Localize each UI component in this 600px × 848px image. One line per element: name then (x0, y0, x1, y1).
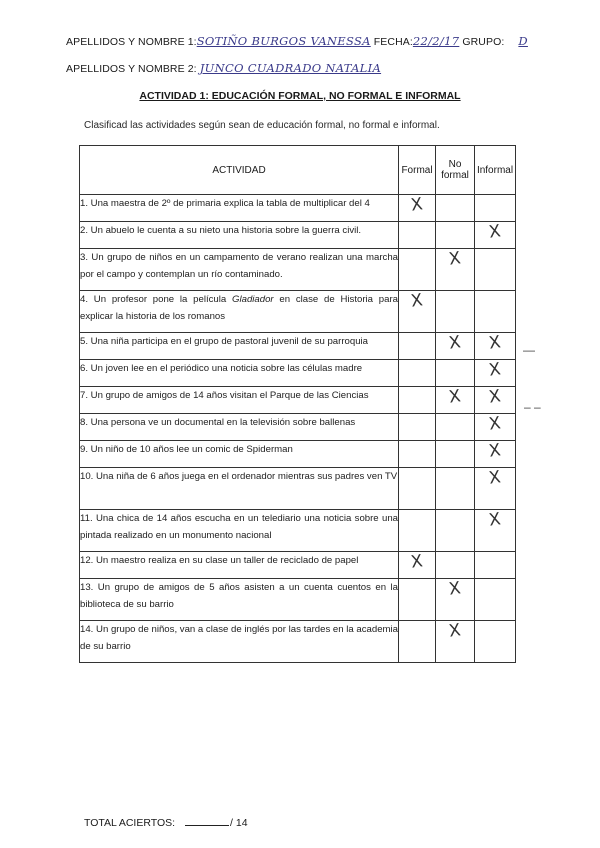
checkbox-formal[interactable] (399, 387, 436, 414)
cross-mark-icon: X (409, 194, 425, 216)
checkbox-formal[interactable] (399, 468, 436, 510)
name2-label: APELLIDOS Y NOMBRE 2: (66, 63, 197, 75)
fecha-value: 22/2/17 (412, 34, 460, 48)
checkbox-informal[interactable] (475, 195, 516, 222)
table-row (80, 333, 516, 360)
cross-mark-icon: X (447, 620, 463, 642)
checkbox-informal[interactable] (475, 621, 516, 663)
checkbox-informal[interactable] (475, 333, 516, 360)
grupo-label: GRUPO: (462, 36, 505, 48)
checkbox-formal[interactable] (399, 552, 436, 579)
checkbox-informal[interactable] (475, 387, 516, 414)
cross-mark-icon: X (487, 467, 503, 489)
activity-text: 13. Un grupo de amigos de 5 años asisten a un cuenta cuentos en la biblioteca de su barrio (80, 579, 399, 621)
checkbox-informal[interactable] (475, 222, 516, 249)
table-row (80, 195, 516, 222)
cross-mark-icon: X (487, 359, 503, 381)
activity-text: 11. Una chica de 14 años escucha en un telediario una noticia sobre una pintada realizado en un monumento nacional (80, 510, 399, 552)
activity-text: 5. Una niña participa en el grupo de pastoral juvenil de su parroquia (80, 333, 399, 360)
activity-text: 14. Un grupo de niños, van a clase de inglés por las tardes en la academia de su barrio (80, 621, 399, 663)
header-activity: ACTIVIDAD (80, 146, 399, 195)
activity-text: 9. Un niño de 10 años lee un comic de Spiderman (80, 441, 399, 468)
checkbox-formal[interactable] (399, 360, 436, 387)
name1-label: APELLIDOS Y NOMBRE 1: (66, 36, 197, 48)
checkbox-formal[interactable] (399, 195, 436, 222)
side-mark-row5: — (523, 343, 535, 357)
cross-mark-icon: X (487, 221, 503, 243)
grupo-value: D (518, 34, 528, 48)
header-no-formal: No formal (436, 146, 475, 195)
activity-text: 7. Un grupo de amigos de 14 años visitan el Parque de las Ciencias (80, 387, 399, 414)
activity-text: 12. Un maestro realiza en su clase un taller de reciclado de papel (80, 552, 399, 579)
checkbox-informal[interactable] (475, 360, 516, 387)
checkbox-formal[interactable] (399, 579, 436, 621)
side-mark-row7: – – (524, 400, 541, 414)
table-row (80, 222, 516, 249)
checkbox-no-formal[interactable] (436, 222, 475, 249)
fecha-label: FECHA: (373, 36, 413, 48)
checkbox-no-formal[interactable] (436, 387, 475, 414)
header-informal: Informal (475, 146, 516, 195)
table-row (80, 291, 516, 333)
activity-text: 8. Una persona ve un documental en la televisión sobre ballenas (80, 414, 399, 441)
activity-text: 10. Una niña de 6 años juega en el ordenador mientras sus padres ven TV (80, 468, 399, 510)
checkbox-informal[interactable] (475, 249, 516, 291)
cross-mark-icon: X (409, 290, 425, 312)
checkbox-informal[interactable] (475, 414, 516, 441)
cross-mark-icon: X (447, 578, 463, 600)
film-title: Gladiador (232, 294, 274, 305)
cross-mark-icon: X (487, 440, 503, 462)
cross-mark-icon: X (487, 413, 503, 435)
table-row (80, 387, 516, 414)
cross-mark-icon: X (447, 332, 463, 354)
table-row (80, 249, 516, 291)
checkbox-informal[interactable] (475, 468, 516, 510)
total-suffix: / 14 (230, 817, 248, 829)
name2-value: JUNCO CUADRADO NATALIA (199, 61, 382, 75)
header-line-1 (66, 34, 542, 48)
instructions: Clasificad las actividades según sean de educación formal, no formal e informal. (84, 120, 440, 131)
activity-text: 6. Un joven lee en el periódico una noticia sobre las células madre (80, 360, 399, 387)
activity-text: 4. Un profesor pone la película Gladiador en clase de Historia para explicar la historia de los romanos (80, 291, 399, 333)
table-row (80, 552, 516, 579)
activity-text: 1. Una maestra de 2º de primaria explica la tabla de multiplicar del 4 (80, 195, 399, 222)
checkbox-no-formal[interactable] (436, 360, 475, 387)
checkbox-no-formal[interactable] (436, 621, 475, 663)
table-row (80, 360, 516, 387)
cross-mark-icon: X (487, 386, 503, 408)
table-row (80, 441, 516, 468)
checkbox-no-formal[interactable] (436, 414, 475, 441)
checkbox-formal[interactable] (399, 222, 436, 249)
table-row (80, 510, 516, 552)
checkbox-informal[interactable] (475, 291, 516, 333)
total-blank[interactable] (185, 825, 229, 826)
cross-mark-icon: X (487, 509, 503, 531)
checkbox-no-formal[interactable] (436, 195, 475, 222)
cross-mark-icon: X (447, 248, 463, 270)
checkbox-formal[interactable] (399, 249, 436, 291)
total-label: TOTAL ACIERTOS: (84, 817, 176, 829)
checkbox-no-formal[interactable] (436, 510, 475, 552)
cross-mark-icon: X (487, 332, 503, 354)
checkbox-no-formal[interactable] (436, 249, 475, 291)
checkbox-formal[interactable] (399, 441, 436, 468)
checkbox-no-formal[interactable] (436, 552, 475, 579)
checkbox-informal[interactable] (475, 579, 516, 621)
checkbox-no-formal[interactable] (436, 441, 475, 468)
activity-text: 3. Un grupo de niños en un campamento de verano realizan una marcha por el campo y contemplan un río contaminado. (80, 249, 399, 291)
table-row (80, 414, 516, 441)
name1-value: SOTIÑO BURGOS VANESSA (196, 34, 371, 48)
checkbox-formal[interactable] (399, 414, 436, 441)
checkbox-formal[interactable] (399, 621, 436, 663)
checkbox-no-formal[interactable] (436, 468, 475, 510)
checkbox-informal[interactable] (475, 510, 516, 552)
cross-mark-icon: X (409, 551, 425, 573)
total-aciertos (84, 817, 248, 829)
checkbox-formal[interactable] (399, 291, 436, 333)
table-row (80, 579, 516, 621)
checkbox-no-formal[interactable] (436, 291, 475, 333)
cross-mark-icon: X (447, 386, 463, 408)
table-row (80, 621, 516, 663)
checkbox-no-formal[interactable] (436, 579, 475, 621)
header-line-2 (66, 61, 381, 75)
activity-text: 2. Un abuelo le cuenta a su nieto una historia sobre la guerra civil. (80, 222, 399, 249)
checkbox-formal[interactable] (399, 510, 436, 552)
checkbox-informal[interactable] (475, 552, 516, 579)
checkbox-informal[interactable] (475, 441, 516, 468)
checkbox-formal[interactable] (399, 333, 436, 360)
table-row (80, 468, 516, 510)
classification-table (79, 145, 516, 663)
activity-title: ACTIVIDAD 1: EDUCACIÓN FORMAL, NO FORMAL E INFORMAL (139, 90, 461, 102)
header-formal: Formal (399, 146, 436, 195)
checkbox-no-formal[interactable] (436, 333, 475, 360)
